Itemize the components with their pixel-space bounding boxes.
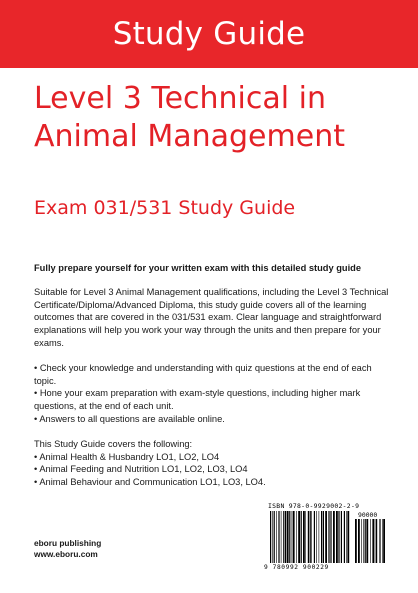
isbn-barcode xyxy=(262,500,390,573)
publisher-url: www.eboru.com xyxy=(34,549,98,559)
covers-intro: This Study Guide covers the following: xyxy=(34,438,193,449)
book-title-line-2: Animal Management xyxy=(34,119,345,154)
price-code: 90000 xyxy=(358,511,378,519)
feature-item: • Hone your exam preparation with exam-style questions, including higher mark questions, at the end of each unit. xyxy=(34,388,361,412)
topic-list xyxy=(34,451,394,489)
barcode-addon-bars xyxy=(355,519,386,563)
book-title xyxy=(34,80,404,156)
book-title-line-1: Level 3 Technical in xyxy=(34,81,326,116)
barcode-digits: 9 780992 900229 xyxy=(264,564,329,571)
book-subtitle: Exam 031/531 Study Guide xyxy=(34,197,296,219)
header-title: Study Guide xyxy=(112,16,306,52)
back-cover-text xyxy=(34,262,394,489)
feature-item: • Answers to all questions are available online. xyxy=(34,413,225,424)
feature-list xyxy=(34,362,394,426)
feature-item: • Check your knowledge and understanding with quiz questions at the end of each topic. xyxy=(34,362,372,386)
description-paragraph: Suitable for Level 3 Animal Management qualifications, including the Level 3 Technical Certificate/Diploma/Advanced Diploma, this study guide covers all of the learning outcomes that are covered in the 031/531 exam. Clear language and straightforward explanations will help you work your way through the units and then prepare for your exams. xyxy=(34,286,389,348)
topic-item: • Animal Feeding and Nutrition LO1, LO2, LO3, LO4 xyxy=(34,464,248,475)
barcode-bars xyxy=(270,511,350,563)
lead-paragraph: Fully prepare yourself for your written exam with this detailed study guide xyxy=(34,263,362,273)
topic-item: • Animal Health & Husbandry LO1, LO2, LO4 xyxy=(34,451,220,462)
publisher-name: eboru publishing xyxy=(34,538,102,548)
publisher-info xyxy=(34,538,101,560)
topic-item: • Animal Behaviour and Communication LO1, LO3, LO4. xyxy=(34,477,266,488)
isbn-label: ISBN 978-0-9929002-2-9 xyxy=(268,502,360,510)
header-banner xyxy=(0,0,418,68)
